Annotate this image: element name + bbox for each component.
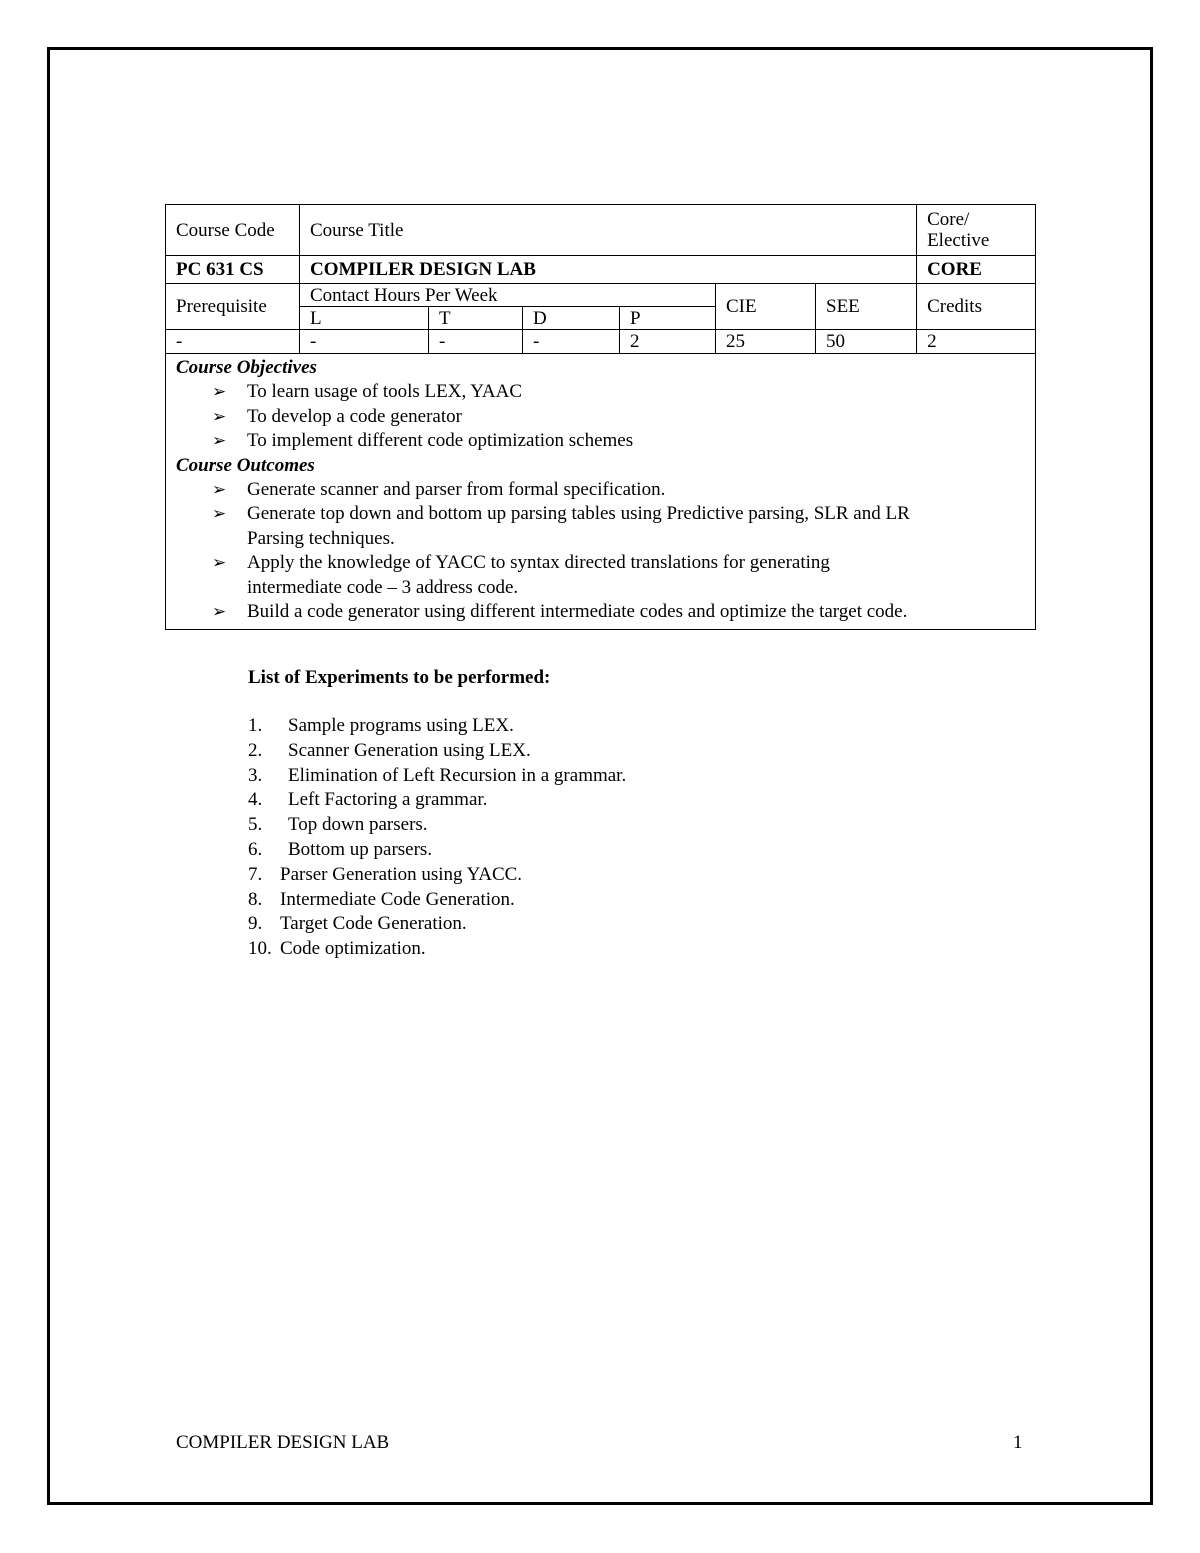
list-item: 7. Parser Generation using YACC. <box>248 863 523 885</box>
arrow-bullet-icon: ➢ <box>212 382 227 402</box>
list-item: ➢ To learn usage of tools LEX, YAAC <box>212 380 1025 405</box>
core-elective-label-line2: Elective <box>927 230 990 251</box>
credits-value: 2 <box>917 330 1036 354</box>
see-value: 50 <box>816 330 917 354</box>
page-number: 1 <box>1013 1432 1023 1453</box>
list-item: ➢ Build a code generator using different intermediate codes and optimize the target code. <box>212 600 1025 625</box>
l-value: - <box>300 330 429 354</box>
list-item: 9. Target Code Generation. <box>248 913 467 935</box>
p-label: P <box>620 307 716 330</box>
list-item: 2. Scanner Generation using LEX. <box>248 739 531 761</box>
contact-hours-label: Contact Hours Per Week <box>300 284 716 307</box>
list-item: 3. Elimination of Left Recursion in a grammar. <box>248 764 627 786</box>
course-title-label: Course Title <box>300 205 917 256</box>
course-title: COMPILER DESIGN LAB <box>300 256 917 284</box>
arrow-bullet-icon: ➢ <box>212 406 227 427</box>
experiments-list <box>248 714 626 962</box>
experiments-title: List of Experiments to be performed: <box>248 667 551 688</box>
d-value: - <box>523 330 620 354</box>
t-value: - <box>429 330 523 354</box>
course-code-label: Course Code <box>166 205 300 256</box>
list-item: 10. Code optimization. <box>248 938 426 960</box>
prerequisite-value: - <box>166 330 300 354</box>
list-item: 8. Intermediate Code Generation. <box>248 888 515 910</box>
arrow-bullet-icon: ➢ <box>212 479 227 500</box>
arrow-bullet-icon: ➢ <box>212 602 227 622</box>
course-code: PC 631 CS <box>166 256 300 284</box>
list-item: ➢ Generate scanner and parser from formal specification. <box>212 478 1025 503</box>
t-label: T <box>429 307 523 330</box>
list-item: ➢ Generate top down and bottom up parsing tables using Predictive parsing, SLR and LR Parsing techniques. <box>212 503 910 549</box>
list-item: 1. Sample programs using LEX. <box>248 715 514 736</box>
list-item: ➢ Apply the knowledge of YACC to syntax directed translations for generating intermediate code – 3 address code. <box>212 552 830 598</box>
footer-title: COMPILER DESIGN LAB <box>176 1432 390 1453</box>
core-elective-label-line1: Core/ <box>927 209 970 230</box>
list-item: ➢ To develop a code generator <box>212 405 1025 430</box>
arrow-bullet-icon: ➢ <box>212 504 227 524</box>
p-value: 2 <box>620 330 716 354</box>
objectives-outcomes-cell <box>166 354 1036 630</box>
course-objectives-heading: Course Objectives <box>176 357 317 378</box>
list-item: ➢ To implement different code optimization schemes <box>212 429 1025 454</box>
course-table <box>165 204 1036 630</box>
course-type: CORE <box>917 256 1036 284</box>
cie-value: 25 <box>716 330 816 354</box>
credits-label: Credits <box>917 284 1036 330</box>
arrow-bullet-icon: ➢ <box>212 553 227 573</box>
list-item: 4. Left Factoring a grammar. <box>248 789 488 811</box>
d-label: D <box>523 307 620 330</box>
objectives-list <box>176 380 1025 454</box>
list-item: 6. Bottom up parsers. <box>248 838 433 860</box>
core-elective-label <box>917 205 1036 256</box>
list-item: 5. Top down parsers. <box>248 814 428 836</box>
prerequisite-label: Prerequisite <box>166 284 300 330</box>
l-label: L <box>300 307 429 330</box>
outcomes-list <box>176 478 1025 625</box>
cie-label: CIE <box>716 284 816 330</box>
see-label: SEE <box>816 284 917 330</box>
course-outcomes-heading: Course Outcomes <box>176 454 315 476</box>
arrow-bullet-icon: ➢ <box>212 431 227 451</box>
